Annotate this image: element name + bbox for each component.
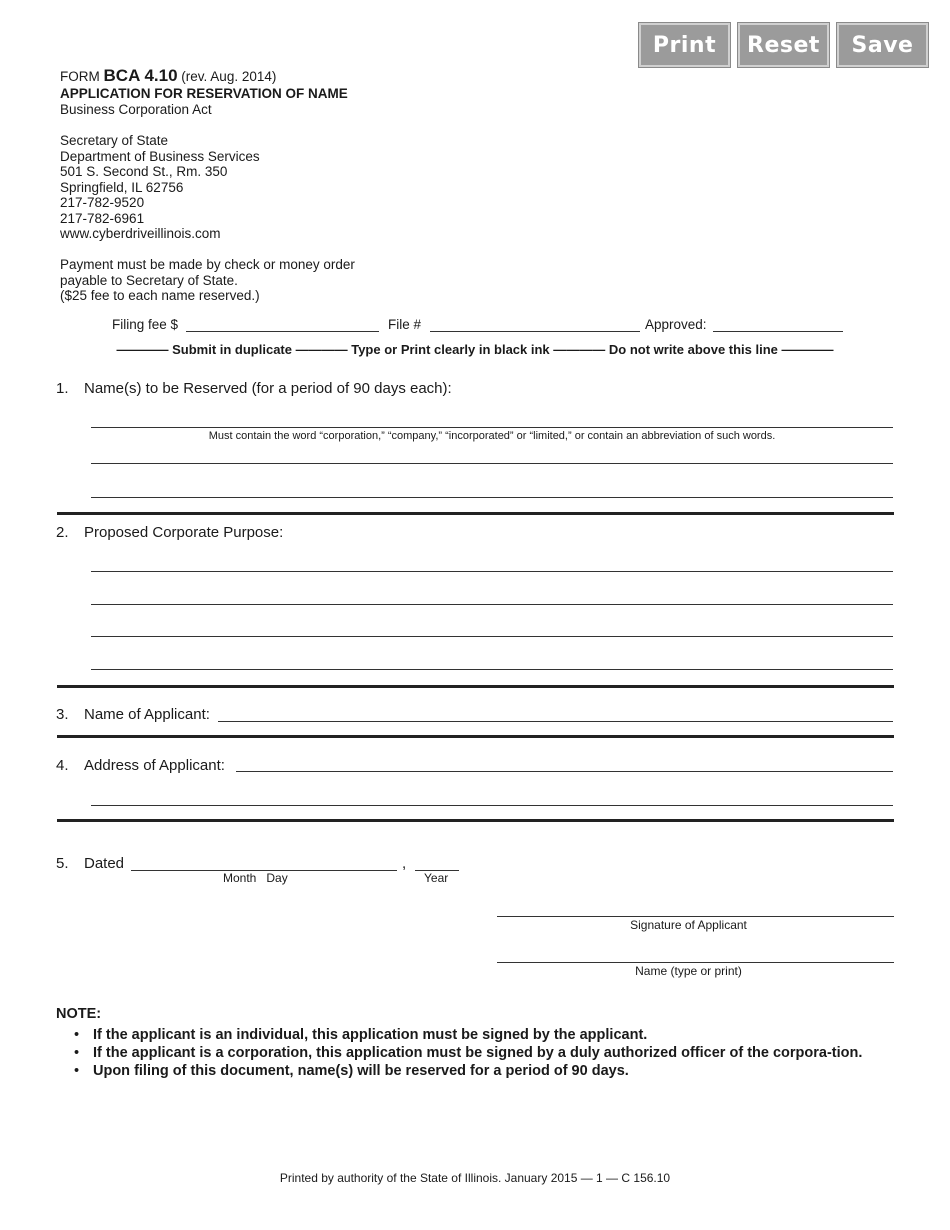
note-item: • Upon filing of this document, name(s) will be reserved for a period of 90 days. — [74, 1063, 629, 1079]
print-button[interactable]: Print — [639, 23, 730, 67]
form-title: APPLICATION FOR RESERVATION OF NAME — [60, 86, 348, 101]
form-act: Business Corporation Act — [60, 102, 212, 117]
section-3-number: 3. — [56, 706, 69, 723]
reserved-name-field-3[interactable] — [91, 497, 893, 498]
reset-button[interactable]: Reset — [738, 23, 829, 67]
note-list — [74, 1026, 893, 1080]
form-number: BCA 4.10 — [103, 66, 178, 85]
file-number-label: File # — [388, 317, 422, 332]
save-button[interactable]: Save — [837, 23, 928, 67]
purpose-field-2[interactable] — [91, 604, 893, 605]
signature-caption: Signature of Applicant — [630, 918, 747, 932]
section-1-hint: Must contain the word “corporation,” “company,” “incorporated” or “limited,” or contain an abbreviation of such words. — [208, 430, 776, 442]
date-comma: , — [402, 855, 407, 872]
section-2-label: Proposed Corporate Purpose: — [84, 524, 284, 541]
applicant-address-field-1[interactable] — [236, 771, 893, 772]
note-item-text: If the applicant is a corporation, this application must be signed by a duly authorized officer of the corpora-tion. — [93, 1045, 863, 1061]
instructions-line: ———— Submit in duplicate ———— Type or Print clearly in black ink ———— Do not write above this line ———— — [116, 342, 834, 357]
section-2-number: 2. — [56, 524, 69, 541]
note-title: NOTE: — [56, 1006, 102, 1022]
purpose-field-4[interactable] — [91, 669, 893, 670]
phone-2: 217-782-6961 — [60, 210, 145, 226]
section-3-label: Name of Applicant: — [84, 706, 210, 723]
section-1-number: 1. — [56, 380, 69, 397]
section-divider-1 — [57, 512, 894, 515]
filing-fee-field — [186, 331, 379, 332]
printed-name-field[interactable] — [497, 962, 894, 963]
payment-line-1: Payment must be made by check or money order — [60, 257, 355, 272]
file-number-field — [430, 331, 640, 332]
payment-line-2: payable to Secretary of State. — [60, 272, 238, 288]
payment-line-3: ($25 fee to each name reserved.) — [60, 288, 260, 303]
section-5-label: Dated — [84, 855, 125, 872]
payment-block — [60, 257, 355, 304]
website: www.cyberdriveillinois.com — [60, 226, 221, 241]
note-item: • If the applicant is a corporation, this application must be signed by a duly authorized officer of the corpora-tion. — [74, 1045, 863, 1061]
address-line-2: Department of Business Services — [60, 148, 260, 164]
printed-name-caption: Name (type or print) — [635, 964, 742, 978]
section-4-label: Address of Applicant: — [84, 757, 225, 774]
note-item: • If the applicant is an individual, this application must be signed by the applicant. — [74, 1027, 648, 1043]
reserved-name-field-1[interactable] — [91, 427, 893, 428]
signature-field[interactable] — [497, 916, 894, 917]
applicant-name-field[interactable] — [218, 721, 893, 722]
section-4-number: 4. — [56, 757, 69, 774]
section-divider-3 — [57, 735, 894, 738]
filing-fee-label: Filing fee $ — [112, 317, 179, 332]
section-1-label: Name(s) to be Reserved (for a period of 90 days each): — [84, 380, 452, 397]
form-id — [60, 66, 276, 86]
address-block — [60, 133, 260, 242]
address-line-1: Secretary of State — [60, 133, 169, 148]
section-divider-4 — [57, 819, 894, 822]
note-item-text: Upon filing of this document, name(s) will be reserved for a period of 90 days. — [93, 1063, 629, 1079]
purpose-field-3[interactable] — [91, 636, 893, 637]
form-revision: (rev. Aug. 2014) — [181, 69, 277, 84]
section-divider-2 — [57, 685, 894, 688]
reserved-name-field-2[interactable] — [91, 463, 893, 464]
month-day-caption: Month Day — [223, 871, 288, 885]
section-5-number: 5. — [56, 855, 69, 872]
applicant-address-field-2[interactable] — [91, 805, 893, 806]
address-line-4: Springfield, IL 62756 — [60, 179, 184, 195]
approved-label: Approved: — [645, 317, 707, 332]
form-prefix: FORM — [60, 69, 100, 84]
purpose-field-1[interactable] — [91, 571, 893, 572]
address-line-3: 501 S. Second St., Rm. 350 — [60, 164, 228, 179]
footer-text: Printed by authority of the State of Illinois. January 2015 — 1 — C 156.10 — [279, 1171, 671, 1185]
approved-field — [713, 331, 843, 332]
note-item-text: If the applicant is an individual, this application must be signed by the applicant. — [93, 1027, 648, 1043]
phone-1: 217-782-9520 — [60, 195, 145, 210]
year-caption: Year — [424, 871, 449, 885]
